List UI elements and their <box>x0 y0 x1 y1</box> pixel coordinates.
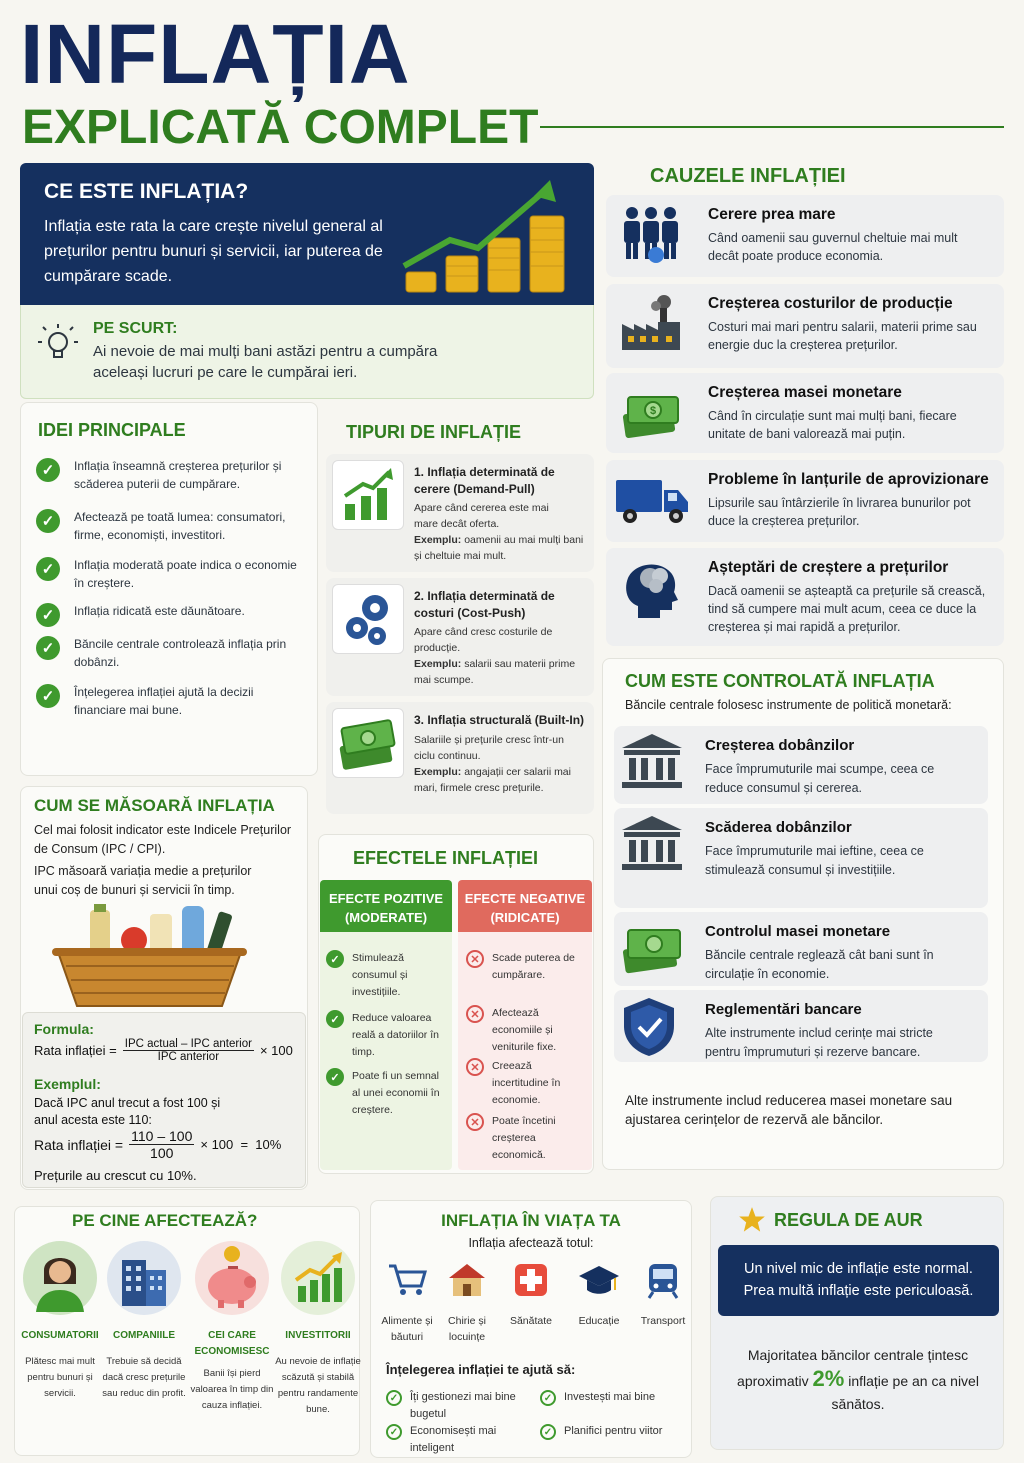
control-text: Face împrumuturile mai scumpe, ceea ce reduce consumul și cererea. <box>705 762 935 795</box>
type-item <box>326 702 594 814</box>
check-icon: ✓ <box>36 684 60 708</box>
bar-chart-up-icon <box>332 460 404 530</box>
svg-text:$: $ <box>649 405 657 417</box>
buildings-icon <box>106 1240 182 1321</box>
who-text: Au nevoie de inflație scăzută și stabilă pentru randamente bune. <box>275 1356 361 1415</box>
check-icon: ✓ <box>36 557 60 581</box>
demand-people-icon <box>620 203 682 270</box>
control-text: Face împrumuturile mai ieftine, ceea ce stimulează consumul și investițiile. <box>705 844 924 877</box>
x-icon: ✕ <box>466 1113 484 1131</box>
example-result: × 100 = 10% <box>200 1137 282 1152</box>
shopping-basket-icon <box>52 902 247 1012</box>
formula-label: Formula: <box>34 1021 94 1037</box>
control-title: Reglementări bancare <box>705 1001 862 1018</box>
control-title: Creșterea dobânzilor <box>705 737 855 754</box>
life-help-title: Înțelegerea inflației te ajută să: <box>386 1362 576 1377</box>
check-icon: ✓ <box>386 1424 402 1440</box>
what-is-heading: CE ESTE INFLAȚIA? <box>44 180 249 203</box>
example-label: Exemplul: <box>34 1076 101 1092</box>
delivery-truck-icon <box>614 468 694 535</box>
cause-item <box>606 373 1004 453</box>
check-icon: ✓ <box>326 1068 344 1086</box>
formula-numerator: IPC actual – IPC anterior <box>124 1038 252 1050</box>
star-icon <box>738 1206 766 1234</box>
life-category: Sănătate <box>509 1315 553 1327</box>
type-text: Apare când cererea este mai mare decât oferta. <box>414 502 549 530</box>
type-text: Apare când cresc costurile de producție. <box>414 626 553 654</box>
positive-effect: Poate fi un semnal al unei economii în creștere. <box>352 1070 440 1116</box>
head-thought-icon <box>620 558 682 625</box>
life-category: Educație <box>578 1315 620 1327</box>
example-denominator: 100 <box>150 1145 174 1161</box>
who-title: INVESTITORII <box>285 1330 351 1341</box>
cause-text: Lipsurile sau întârzierile în livrarea bunurilor pot duce la creșterea prețurilor. <box>708 496 971 528</box>
negative-effect: Poate încetini creșterea economică. <box>492 1115 556 1161</box>
golden-rule-text-b: inflație pe an ca nivel sănătos. <box>831 1373 979 1412</box>
shopping-cart-icon <box>384 1262 430 1302</box>
type-example-text: oamenii au mai mulți bani și cheltuie mai mult. <box>414 534 584 562</box>
positive-effects-header: EFECTE POZITIVE (MODERATE) <box>320 880 452 932</box>
type-title: 2. Inflația determinată de costuri (Cost-Push) <box>414 589 555 620</box>
idea-item: Inflația moderată poate indica o economie în creștere. <box>74 558 297 590</box>
house-icon <box>444 1262 490 1302</box>
life-category: Alimente și băuturi <box>381 1315 433 1343</box>
title-rule <box>540 126 1004 128</box>
cause-title: Probleme în lanțurile de aprovizionare <box>708 471 989 488</box>
cause-text: Costuri mai mari pentru salarii, materii prime sau energie duc la creșterea prețurilor. <box>708 320 977 352</box>
life-heading: INFLAȚIA ÎN VIAȚA TA <box>441 1211 621 1230</box>
rising-coins-icon <box>398 178 573 298</box>
control-footer: Alte instrumente includ reducerea masei monetare sau ajustarea cerințelor de rezervă ale băncilor. <box>625 1093 953 1127</box>
effects-heading: EFECTELE INFLAȚIEI <box>353 848 539 868</box>
who-title: COMPANIILE <box>112 1330 176 1341</box>
type-title: 1. Inflația determinată de cerere (Demand-Pull) <box>414 465 555 496</box>
page-title: INFLAȚIA <box>20 7 411 101</box>
measure-text-2: IPC măsoară variația medie a prețurilor unui coș de bunuri și servicii în timp. <box>34 864 252 897</box>
measure-heading: CUM SE MĂSOARĂ INFLAȚIA <box>34 796 275 815</box>
example-numerator: 110 – 100 <box>131 1128 193 1144</box>
main-ideas-heading: IDEI PRINCIPALE <box>38 420 186 440</box>
life-category: Transport <box>640 1315 686 1327</box>
money-stack-icon <box>620 918 686 981</box>
golden-rule-text-a: Majoritatea băncilor centrale țintesc aproximativ <box>737 1347 969 1389</box>
lightbulb-icon <box>36 322 80 366</box>
check-icon: ✓ <box>540 1390 556 1406</box>
positive-effect: Stimulează consumul și investițiile. <box>352 952 408 998</box>
idea-item: Inflația înseamnă creșterea prețurilor și scăderea puterii de cumpărare. <box>74 459 282 491</box>
control-intro: Băncile centrale folosesc instrumente de politică monetară: <box>625 698 952 712</box>
cause-title: Așteptări de creștere a prețurilor <box>708 559 949 576</box>
shield-check-icon <box>620 996 678 1063</box>
check-icon: ✓ <box>326 950 344 968</box>
idea-item: Băncile centrale controlează inflația prin dobânzi. <box>74 637 287 669</box>
life-subheading: Inflația afectează totul: <box>468 1236 594 1250</box>
cause-item <box>606 195 1004 277</box>
money-bills-icon <box>332 708 404 778</box>
page-subtitle: EXPLICATĂ COMPLET <box>22 101 539 154</box>
medical-cross-icon <box>508 1262 554 1302</box>
control-item <box>614 990 988 1062</box>
bank-down-icon <box>620 814 684 877</box>
control-item <box>614 726 988 804</box>
growth-chart-icon <box>280 1240 356 1321</box>
x-icon: ✕ <box>466 1005 484 1023</box>
who-title: CONSUMATORII <box>21 1330 99 1341</box>
idea-item: Înțelegerea inflației ajută la decizii financiare mai bune. <box>74 685 254 717</box>
golden-rule-text <box>720 1344 996 1416</box>
life-help-item: Planifici pentru viitor <box>564 1425 663 1437</box>
check-icon: ✓ <box>36 509 60 533</box>
life-category: Chirie și locuințe <box>448 1315 486 1343</box>
positive-effect: Reduce valoarea reală a datoriilor în timp. <box>352 1012 439 1058</box>
formula <box>34 1038 293 1063</box>
gears-icon <box>332 584 404 654</box>
type-example-label: Exemplu: <box>414 766 462 778</box>
golden-rule-percent: 2% <box>812 1366 845 1391</box>
formula-denominator: IPC anterior <box>157 1051 220 1063</box>
cause-text: Când oamenii sau guvernul cheltuie mai mult decât poate produce economia. <box>708 231 958 263</box>
idea-item: Afectează pe toată lumea: consumatori, firme, economiști, investitori. <box>74 510 286 542</box>
causes-heading: CAUZELE INFLAȚIEI <box>650 165 846 187</box>
check-icon: ✓ <box>36 458 60 482</box>
type-item <box>326 454 594 572</box>
example-conclusion: Prețurile au crescut cu 10%. <box>34 1168 197 1183</box>
bank-up-icon <box>620 732 684 795</box>
who-text: Banii își pierd valoarea în timp din cauza inflației. <box>190 1368 274 1411</box>
x-icon: ✕ <box>466 1058 484 1076</box>
type-example-label: Exemplu: <box>414 658 462 670</box>
cause-text: Când în circulație sunt mai mulți bani, fiecare unitate de bani valorează mai puțin. <box>708 409 957 441</box>
control-text: Băncile centrale reglează cât bani sunt în circulație în economie. <box>705 948 934 981</box>
type-item <box>326 578 594 696</box>
golden-rule-box: Un nivel mic de inflație este normal. Prea multă inflație este periculoasă. <box>718 1245 999 1316</box>
negative-effect: Afectează economiile și veniturile fixe. <box>492 1007 557 1053</box>
golden-rule-heading: REGULA DE AUR <box>774 1210 923 1230</box>
who-text: Trebuie să decidă dacă cresc prețurile sau reduc din profit. <box>102 1356 186 1399</box>
type-example-text: angajații cer salarii mai mari, firmele cresc prețurile. <box>414 766 571 794</box>
life-help-item: Îți gestionezi mai bine bugetul <box>410 1391 516 1420</box>
check-icon: ✓ <box>540 1424 556 1440</box>
example-text: Dacă IPC anul trecut a fost 100 și anul acesta este 110: <box>34 1096 221 1127</box>
check-icon: ✓ <box>326 1010 344 1028</box>
cause-item <box>606 548 1004 646</box>
type-title: 3. Inflația structurală (Built-In) <box>414 713 585 727</box>
control-item <box>614 808 988 908</box>
x-icon: ✕ <box>466 950 484 968</box>
pe-scurt-title: PE SCURT: <box>93 320 178 337</box>
cause-title: Cerere prea mare <box>708 206 836 223</box>
cause-item <box>606 284 1004 368</box>
piggy-bank-icon <box>194 1240 270 1321</box>
example-formula <box>34 1128 281 1161</box>
who-heading: PE CINE AFECTEAZĂ? <box>72 1211 258 1230</box>
cause-item <box>606 460 1004 542</box>
negative-effect: Creează incertitudine în economie. <box>492 1060 561 1106</box>
type-text: Salariile și prețurile cresc într-un ciclu continuu. <box>414 734 564 762</box>
formula-rate-label: Rata inflației = <box>34 1043 117 1058</box>
type-example <box>414 532 592 564</box>
type-example-text: salarii sau materii prime mai scumpe. <box>414 658 576 686</box>
example-rate-label: Rata inflației = <box>34 1136 124 1153</box>
pe-scurt-text: Ai nevoie de mai mulți bani astăzi pentru a cumpăra aceleași lucruri pe care le cumpărai ieri. <box>93 343 438 381</box>
cause-title: Creșterea costurilor de producție <box>708 295 953 312</box>
who-text: Plătesc mai mult pentru bunuri și servicii. <box>25 1356 95 1399</box>
type-example-label: Exemplu: <box>414 534 462 546</box>
control-title: Controlul masei monetare <box>705 923 891 940</box>
types-heading: TIPURI DE INFLAȚIE <box>346 422 521 442</box>
check-icon: ✓ <box>386 1390 402 1406</box>
control-text: Alte instrumente includ cerințe mai stricte pentru împrumuturi și rezerve bancare. <box>705 1026 933 1059</box>
consumer-avatar-icon <box>22 1240 98 1321</box>
control-item <box>614 912 988 986</box>
cause-text: Dacă oamenii se așteaptă ca prețurile să crească, tind să cumpere mai mult acum, ceea ce duce la creșterea și mai rapidă a prețurilor. <box>708 584 986 634</box>
negative-effect: Scade puterea de cumpărare. <box>492 952 575 981</box>
graduation-cap-icon <box>576 1262 622 1302</box>
idea-item: Inflația ridicată este dăunătoare. <box>74 604 245 618</box>
check-icon: ✓ <box>36 636 60 660</box>
bus-icon <box>640 1262 686 1302</box>
type-example <box>414 656 592 688</box>
cause-title: Creșterea masei monetare <box>708 384 902 401</box>
factory-icon <box>620 292 682 359</box>
formula-multiplier: × 100 <box>259 1043 293 1058</box>
check-icon: ✓ <box>36 603 60 627</box>
who-title: CEI CARE ECONOMISESC <box>194 1330 270 1357</box>
life-help-item: Investești mai bine <box>564 1391 656 1403</box>
negative-effects-header: EFECTE NEGATIVE (RIDICATE) <box>458 880 592 932</box>
control-heading: CUM ESTE CONTROLATĂ INFLAȚIA <box>625 671 935 691</box>
control-title: Scăderea dobânzilor <box>705 819 852 836</box>
life-help-item: Economisești mai inteligent <box>410 1425 497 1454</box>
type-example <box>414 764 592 796</box>
measure-text-1: Cel mai folosit indicator este Indicele Prețurilor de Consum (IPC / CPI). <box>34 823 292 856</box>
money-stack-icon <box>620 381 682 448</box>
what-is-text: Inflația este rata la care crește nivelul general al prețurilor pentru bunuri și servicii, iar puterea de cumpărare scade. <box>44 218 383 285</box>
